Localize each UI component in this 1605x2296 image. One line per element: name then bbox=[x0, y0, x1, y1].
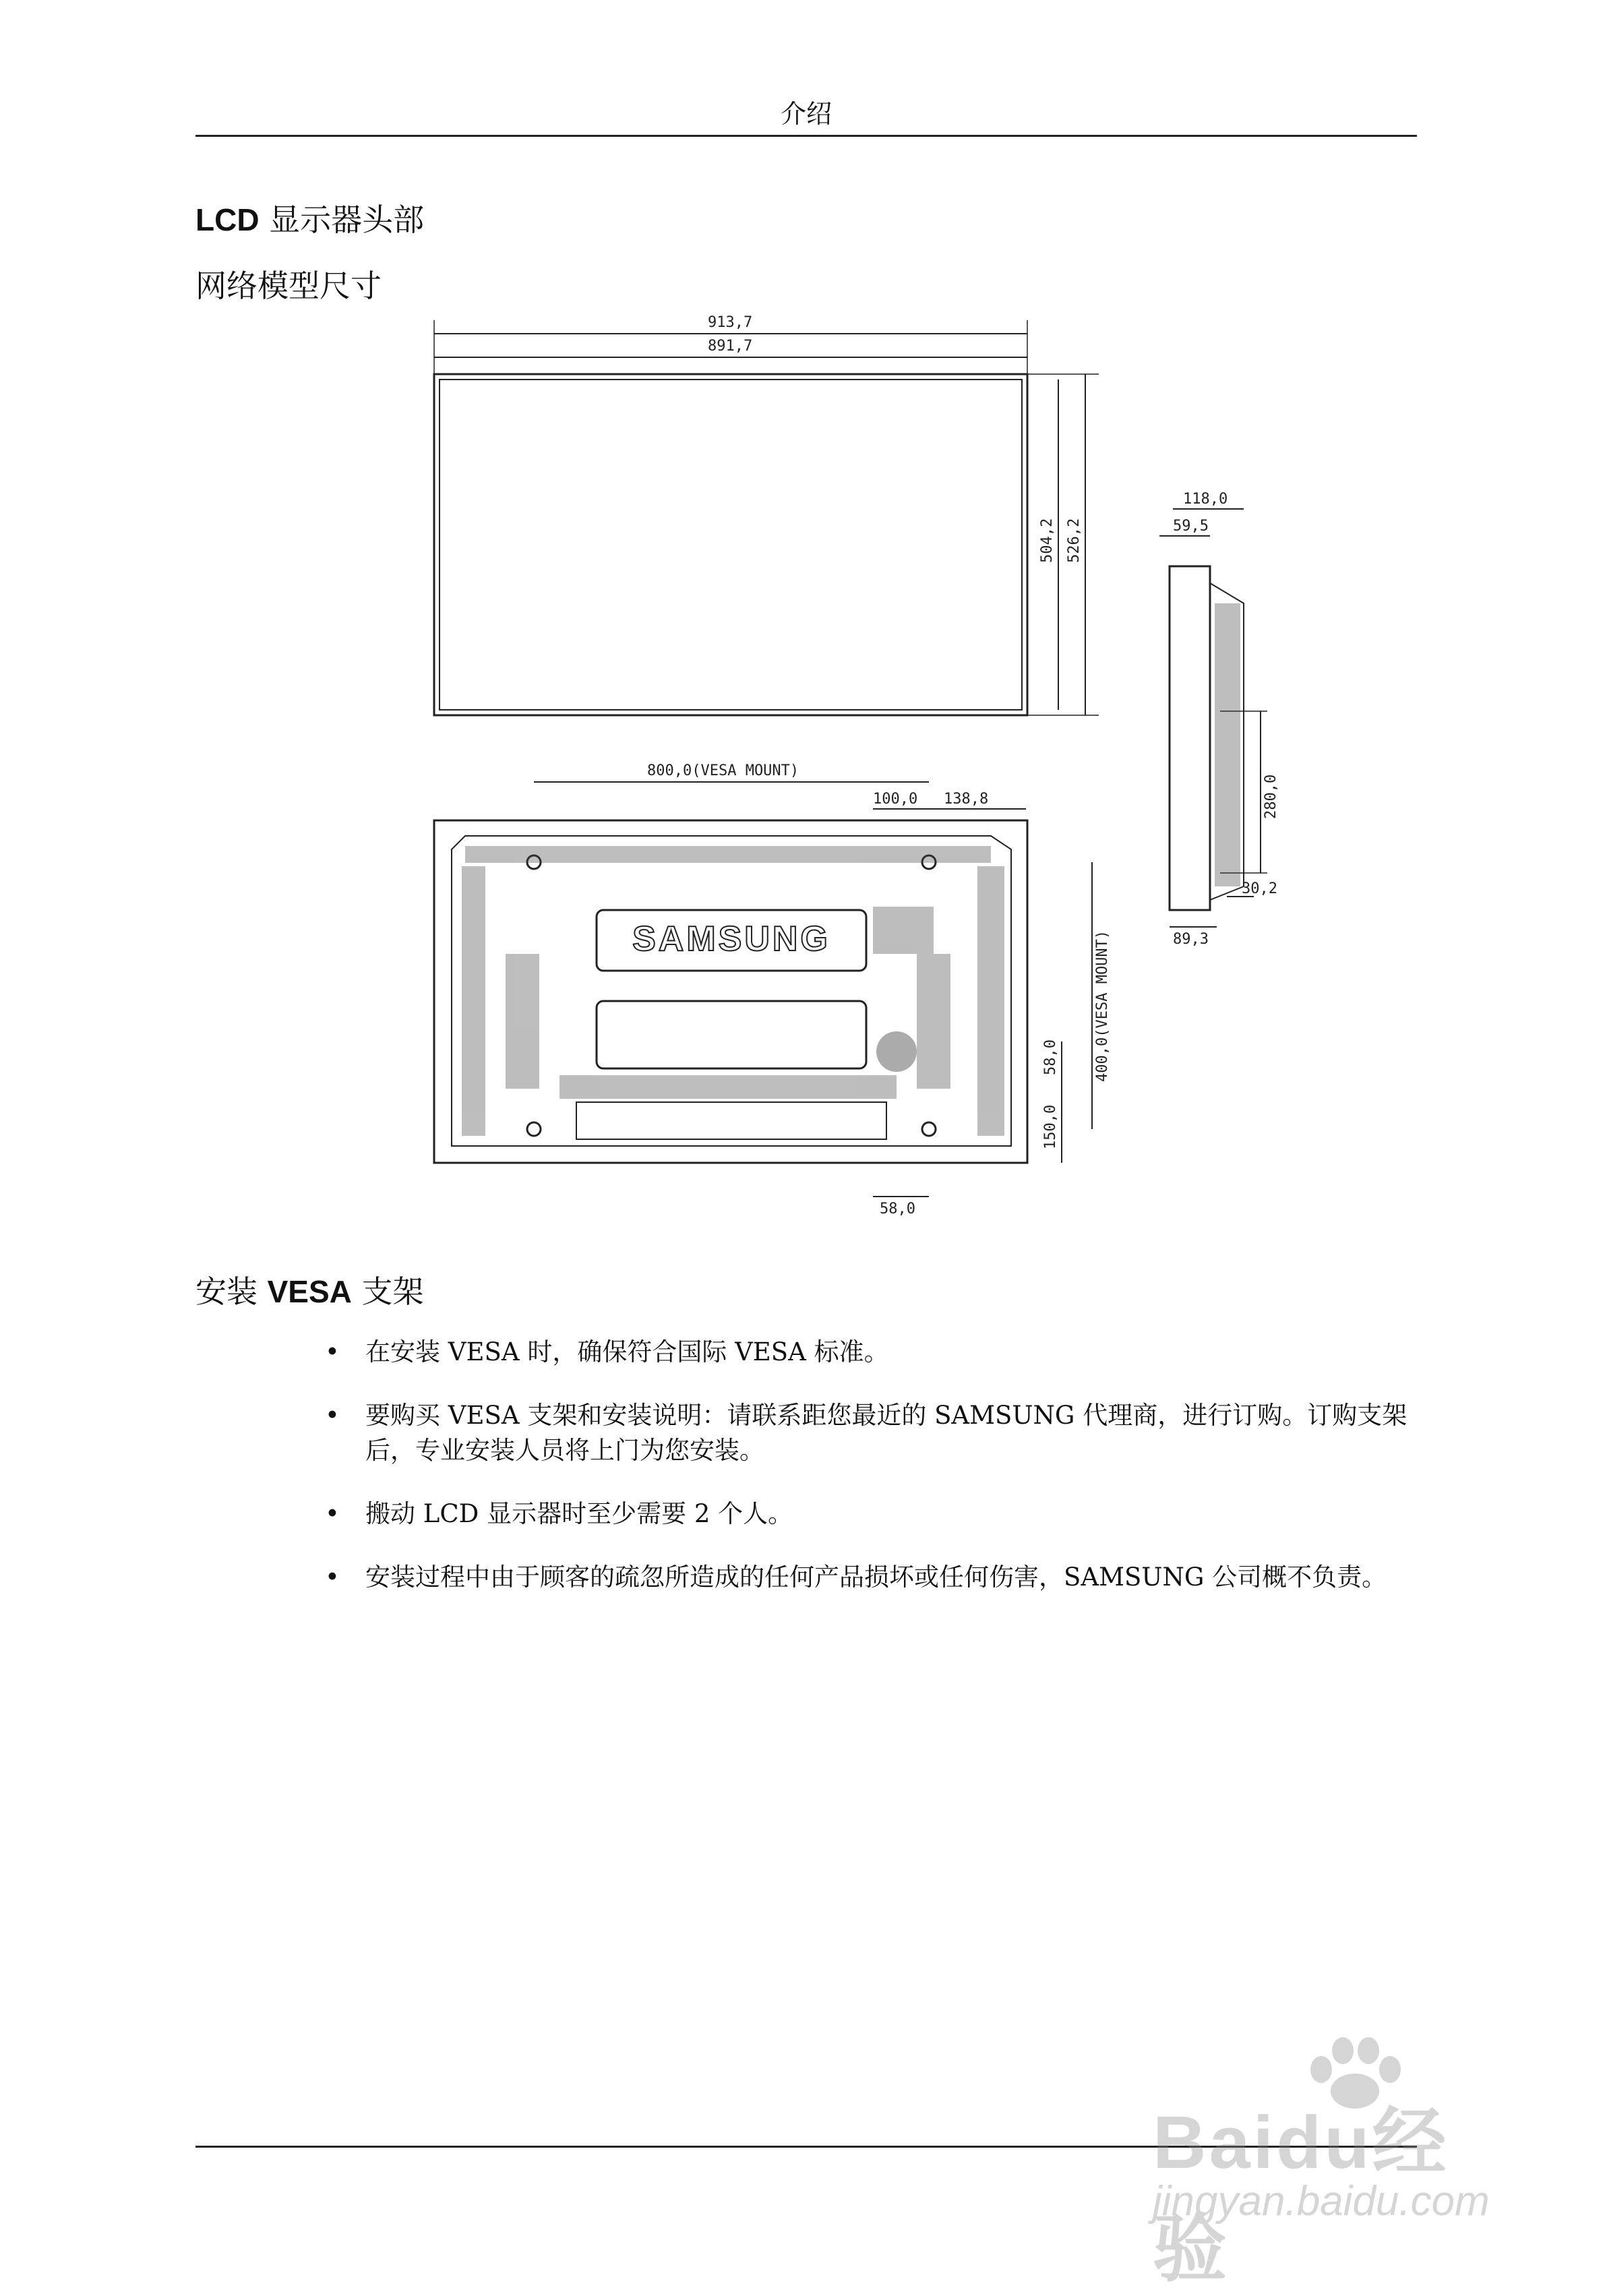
heading-lcd-bold: LCD bbox=[195, 202, 260, 237]
dim-small-b: 150,0 bbox=[1042, 1104, 1059, 1149]
watermark-logo: Baidu经验 bbox=[1153, 2101, 1449, 2291]
dim-depth: 118,0 bbox=[1183, 491, 1228, 508]
bottom-panel bbox=[576, 1102, 886, 1139]
back-vents bbox=[462, 846, 1004, 1136]
dim-side-bottom: 89,3 bbox=[1173, 931, 1209, 948]
section-heading-lcd bbox=[195, 195, 424, 240]
samsung-logo: SAMSUNG bbox=[632, 919, 830, 959]
dim-screen-width: 891,7 bbox=[708, 338, 753, 355]
dim-screen-height: 504,2 bbox=[1039, 518, 1056, 563]
list-item-text: 搬动 LCD 显示器时至少需要 2 个人。 bbox=[365, 1499, 793, 1528]
list-item bbox=[317, 1560, 1422, 1595]
dim-offset-b: 138,8 bbox=[944, 791, 989, 808]
side-vents bbox=[1215, 603, 1240, 886]
dim-depth-inner: 59,5 bbox=[1173, 518, 1209, 535]
watermark-site: jingyan.baidu.com bbox=[1153, 2178, 1490, 2225]
bullet-dot: • bbox=[325, 1563, 340, 1592]
side-panel bbox=[1170, 566, 1210, 910]
label-plate bbox=[597, 1001, 866, 1068]
bullet-dot: • bbox=[325, 1401, 340, 1430]
front-view bbox=[434, 320, 1099, 715]
list-item-text: 在安装 VESA 时，确保符合国际 VESA 标准。 bbox=[365, 1337, 889, 1366]
list-item-text: 要购买 VESA 支架和安装说明：请联系距您最近的 SAMSUNG 代理商，进行订购。订购支架后，专业安装人员将上门为您安装。 bbox=[365, 1401, 1407, 1465]
section-heading-vesa bbox=[195, 1267, 424, 1312]
speaker-grille bbox=[876, 1031, 917, 1072]
dim-overall-height: 526,2 bbox=[1066, 518, 1083, 563]
side-view bbox=[1159, 509, 1267, 927]
dim-offset-a: 100,0 bbox=[873, 791, 918, 808]
dim-small-a: 58,0 bbox=[1042, 1039, 1059, 1075]
list-item-text: 安装过程中由于顾客的疏忽所造成的任何产品损坏或任何伤害，SAMSUNG 公司概不负责。 bbox=[365, 1563, 1387, 1592]
list-item bbox=[317, 1497, 1422, 1532]
bullet-dot: • bbox=[325, 1499, 340, 1528]
running-header: 介绍 bbox=[780, 99, 832, 129]
heading-lcd-text: 显示器头部 bbox=[259, 202, 425, 238]
section-heading-network: 网络模型尺寸 bbox=[195, 268, 382, 304]
dim-side-height: 280,0 bbox=[1263, 774, 1279, 819]
dimension-drawing bbox=[425, 307, 1301, 1223]
heading-vesa-suffix: 支架 bbox=[351, 1273, 424, 1310]
bullet-dot: • bbox=[325, 1337, 340, 1366]
dim-vesa-height: 400,0(VESA MOUNT) bbox=[1094, 930, 1111, 1082]
front-screen bbox=[440, 380, 1022, 710]
vesa-hole-br bbox=[922, 1122, 936, 1136]
dim-overall-width: 913,7 bbox=[708, 314, 753, 331]
header-rule bbox=[195, 135, 1417, 137]
heading-vesa-bold: VESA bbox=[267, 1274, 352, 1309]
list-item bbox=[317, 1398, 1422, 1468]
heading-vesa-prefix: 安装 bbox=[195, 1273, 268, 1310]
dim-vesa-width: 800,0(VESA MOUNT) bbox=[647, 762, 799, 779]
dim-bottom: 58,0 bbox=[880, 1201, 915, 1217]
front-bezel bbox=[434, 374, 1027, 715]
list-item bbox=[317, 1335, 1422, 1370]
dim-side-offset: 30,2 bbox=[1242, 880, 1277, 897]
vesa-hole-bl bbox=[527, 1122, 541, 1136]
bullet-list bbox=[317, 1335, 1422, 1623]
baidu-watermark bbox=[1139, 2036, 1517, 2291]
